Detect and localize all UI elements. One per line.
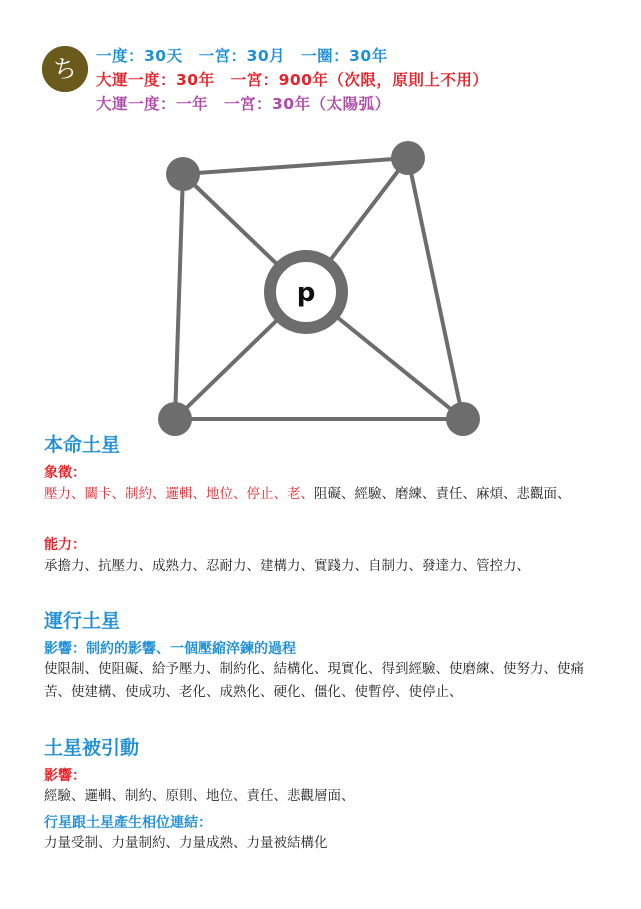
transit-influence-label: 影響：制約的影響、一個壓縮淬鍊的過程 (44, 641, 296, 657)
natal-symbol-black: 阻礙、經驗、磨練、責任、麻煩、悲觀面、 (314, 486, 571, 502)
node-top-left (166, 157, 200, 191)
saturn-glyph-icon (42, 46, 88, 92)
natal-ability-label: 能力： (44, 537, 86, 553)
node-bottom-right (446, 402, 480, 436)
aspect-link-text: 力量受制、力量制約、力量成熟、力量被結構化 (44, 835, 328, 851)
edge-top (183, 158, 408, 174)
cycle-line-transit: 一度：30天 一宮：30月 一圈：30年 (96, 47, 388, 65)
natal-symbol-text (44, 483, 584, 506)
natal-symbol-label: 象徵： (44, 465, 86, 481)
saturn-glyph-text: ち (53, 55, 77, 83)
triggered-influence-text: 經驗、邏輯、制約、原則、地位、責任、悲觀層面、 (44, 788, 355, 804)
node-top-right (391, 141, 425, 175)
edge-left (175, 174, 183, 419)
natal-symbol-red: 壓力、關卡、制約、邏輯、地位、停止、老、 (44, 486, 314, 502)
section-title-transit: 運行土星 (44, 610, 121, 632)
center-node-label: p (296, 278, 316, 308)
aspect-link-label: 行星跟土星產生相位連結： (44, 815, 212, 831)
aspect-diagram (150, 138, 490, 438)
natal-ability-text: 承擔力、抗壓力、成熟力、忍耐力、建構力、實踐力、自制力、發達力、管控力、 (44, 558, 530, 574)
triggered-influence-label: 影響： (44, 768, 86, 784)
node-bottom-left (158, 402, 192, 436)
section-title-triggered: 土星被引動 (44, 737, 140, 759)
section-title-natal: 本命土星 (44, 434, 121, 456)
transit-influence-text: 使限制、使阻礙、給予壓力、制約化、結構化、現實化、得到經驗、使磨練、使努力、使痛苦、使建構、使成功、老化、成熟化、硬化、僵化、使暫停、使停止、 (44, 661, 584, 700)
cycle-line-solar-arc: 大運一度：一年 一宮：30年（太陽弧） (96, 95, 391, 113)
cycle-line-major-period: 大運一度：30年 一宮：900年（次限，原則上不用） (96, 71, 489, 89)
